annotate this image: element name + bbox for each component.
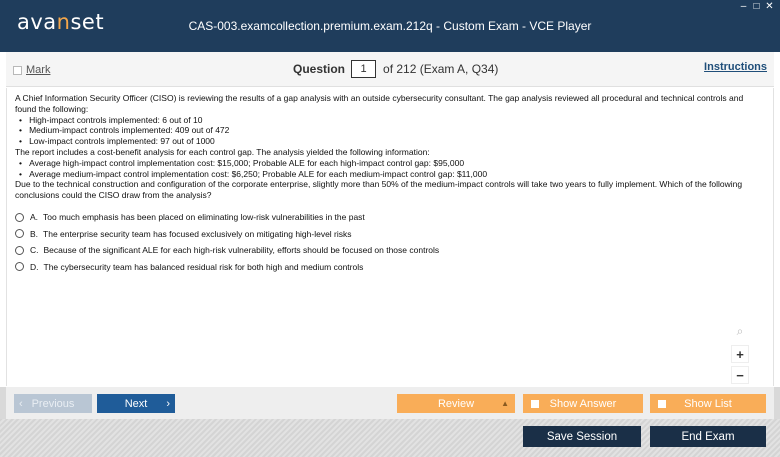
zoom-out-button[interactable]: − <box>731 366 749 384</box>
question-label: Question <box>293 62 346 76</box>
chevron-right-icon: › <box>166 397 170 410</box>
cost-item: • Average medium-impact control implementation cost: $6,250; Probable ALE for each medium-impact control gap: $11,000 <box>19 168 488 179</box>
question-closing: Due to the technical construction and configuration of the corporate enterprise, slightly more than 50% of the medium-impact controls will take two years to fully implement. Which of the following conclusions could the CISO draw from the analysis? <box>15 179 743 201</box>
maximize-icon[interactable]: □ <box>753 1 760 12</box>
answer-text: The cybersecurity team has balanced residual risk for both high and medium controls <box>43 261 364 272</box>
question-pane <box>6 88 774 386</box>
question-navigator <box>293 60 498 78</box>
checkbox-icon[interactable] <box>658 400 666 408</box>
finding-item: • High-impact controls implemented: 6 out of 10 <box>19 114 203 125</box>
cost-item: • Average high-impact control implementation cost: $15,000; Probable ALE for each high-impact control gap: $95,000 <box>19 157 465 168</box>
app-logo: avanset <box>17 10 105 34</box>
answer-letter: A. <box>30 212 39 223</box>
radio-button[interactable] <box>15 213 24 222</box>
previous-label: Previous <box>31 397 75 410</box>
show-list-button[interactable] <box>650 394 766 413</box>
radio-button[interactable] <box>15 246 24 255</box>
triangle-up-icon: ▲ <box>501 399 509 408</box>
answer-option-a[interactable] <box>15 209 439 226</box>
show-answer-label: Show Answer <box>549 397 617 410</box>
finding-item: • Low-impact controls implemented: 97 out of 1000 <box>19 136 215 147</box>
question-bar <box>6 52 774 87</box>
show-answer-button[interactable] <box>523 394 643 413</box>
footer-nav-row <box>6 387 774 419</box>
answer-text: Because of the significant ALE for each high-risk vulnerability, efforts should be focused on those controls <box>43 245 440 256</box>
save-session-button[interactable]: Save Session <box>523 426 641 447</box>
question-intro: A Chief Information Security Officer (CISO) is reviewing the results of a gap analysis with an outside cybersecurity consultant. The gap analysis reviewed all procedural and technical controls and found the following: <box>15 93 744 114</box>
zoom-icon: ⌕ <box>736 324 744 338</box>
mark-checkbox[interactable] <box>13 64 50 76</box>
checkbox-icon[interactable] <box>531 400 539 408</box>
question-number-input[interactable]: 1 <box>351 60 376 78</box>
next-button[interactable] <box>97 394 175 413</box>
answer-letter: D. <box>30 261 39 272</box>
footer <box>0 387 780 457</box>
answer-option-b[interactable] <box>15 226 439 243</box>
window-controls <box>739 2 774 12</box>
report-intro: The report includes a cost-benefit analysis for each control gap. The analysis yielded the following information: <box>15 146 430 157</box>
radio-button[interactable] <box>15 262 24 271</box>
answer-list <box>15 209 439 275</box>
mark-label: Mark <box>26 64 51 76</box>
minimize-icon[interactable]: – <box>740 1 747 12</box>
close-icon[interactable]: ✕ <box>765 1 774 12</box>
question-text <box>15 93 763 201</box>
zoom-in-button[interactable]: + <box>731 345 749 363</box>
answer-letter: C. <box>30 245 39 256</box>
answer-option-c[interactable] <box>15 242 439 259</box>
title-bar <box>0 0 780 52</box>
show-list-label: Show List <box>684 397 732 410</box>
review-label: Review <box>437 397 475 410</box>
chevron-left-icon: ‹ <box>19 397 23 410</box>
next-label: Next <box>124 397 148 410</box>
radio-button[interactable] <box>15 229 24 238</box>
finding-item: • Medium-impact controls implemented: 409 out of 472 <box>19 125 230 136</box>
review-button[interactable] <box>397 394 515 413</box>
question-total: of 212 (Exam A, Q34) <box>383 62 499 76</box>
previous-button[interactable] <box>14 394 92 413</box>
instructions-link[interactable]: Instructions <box>704 61 767 73</box>
checkbox-icon[interactable] <box>13 66 22 75</box>
answer-text: Too much emphasis has been placed on eliminating low-risk vulnerabilities in the past <box>43 212 365 223</box>
zoom-tools <box>731 324 749 387</box>
end-exam-button[interactable]: End Exam <box>650 426 766 447</box>
answer-text: The enterprise security team has focused exclusively on mitigating high-level risks <box>43 228 352 239</box>
answer-option-d[interactable] <box>15 259 439 276</box>
window-title: CAS-003.examcollection.premium.exam.212q - Custom Exam - VCE Player <box>188 19 592 33</box>
answer-letter: B. <box>30 228 39 239</box>
